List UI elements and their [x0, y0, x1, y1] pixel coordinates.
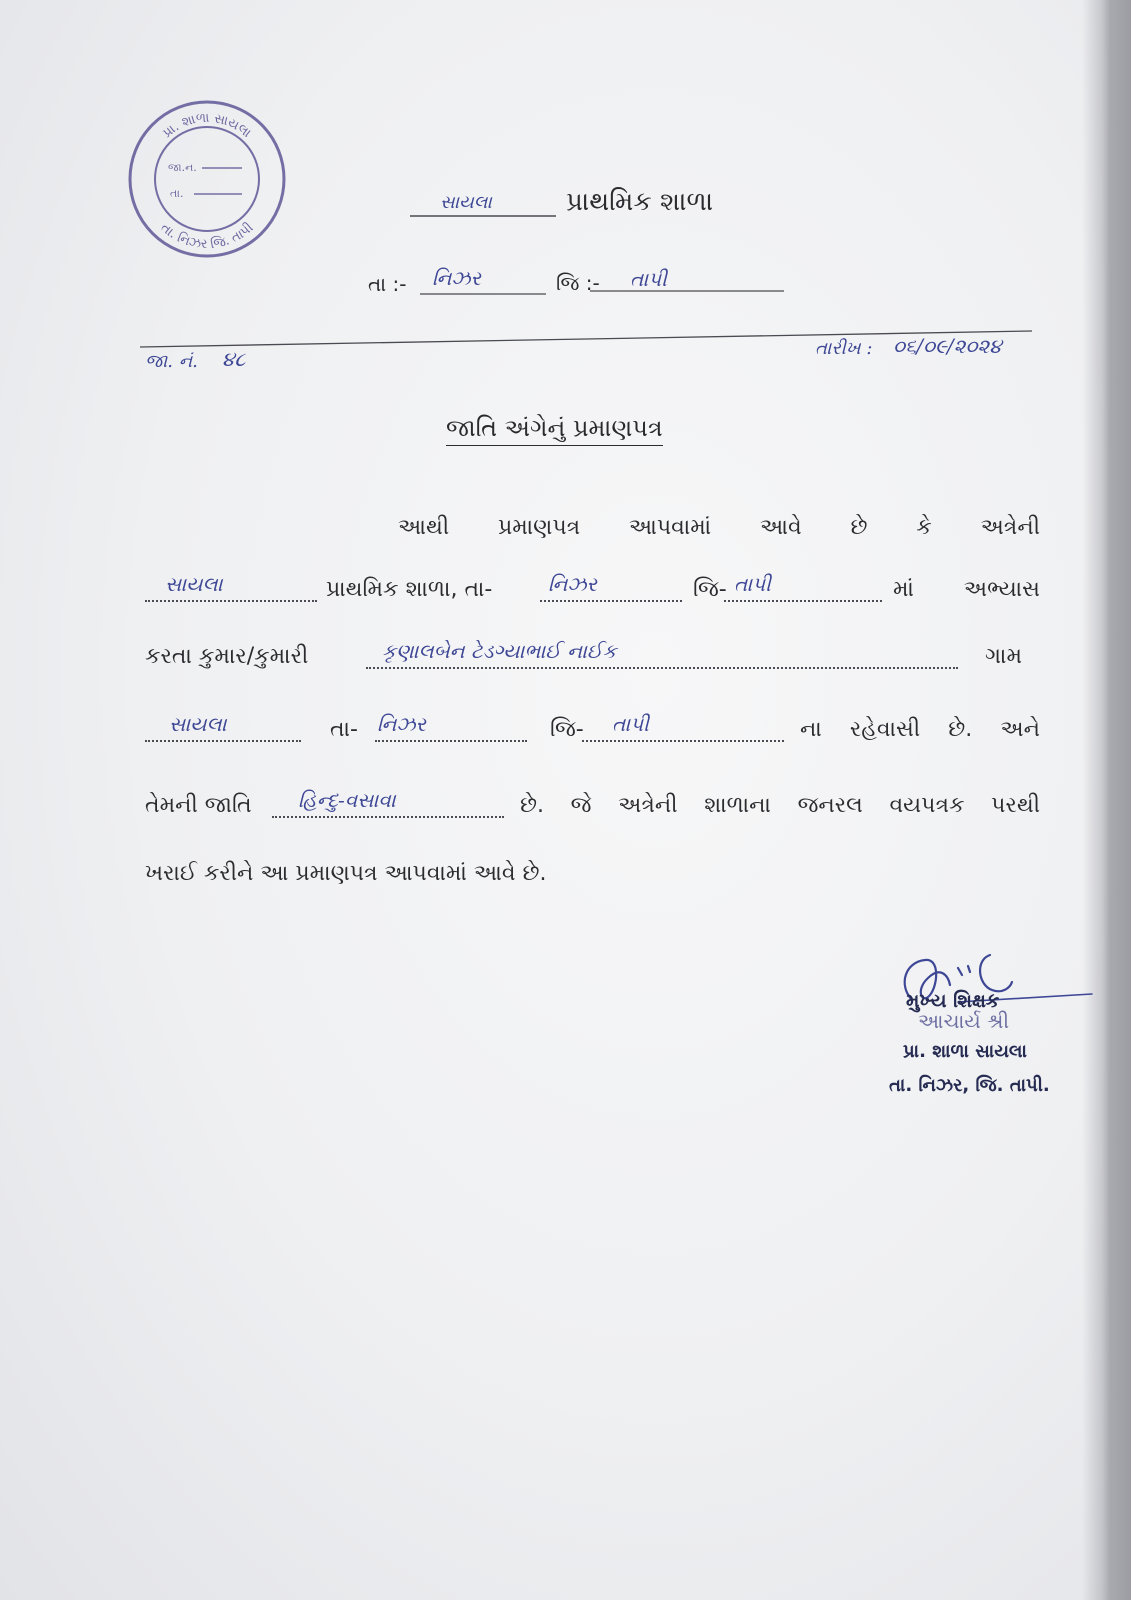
line5-text-caste-label: તેમની જાતિ	[145, 793, 252, 818]
outward-number-label: જા. નં.	[145, 351, 198, 372]
taluka-handwritten: નિઝર	[548, 572, 597, 596]
caste-handwritten: હિન્દુ-વસાવા	[298, 788, 396, 812]
line4-taluka-label: તા-	[330, 717, 358, 742]
caste-blank	[272, 786, 504, 818]
school-type-heading: પ્રાથમિક શાળા	[566, 187, 714, 217]
student-name-handwritten: કૃણાલબેન ટેડગ્યાભાઈ નાઈક	[382, 639, 617, 663]
line4-taluka-blank	[375, 710, 527, 742]
line4-district-blank	[582, 710, 784, 742]
district-label: જિ :-	[556, 271, 600, 295]
line4-district-label: જિ-	[550, 717, 584, 742]
school-name-handwritten: સાયલા	[440, 192, 492, 213]
signatory-school: પ્રા. શાળા સાયલા	[903, 1041, 1027, 1062]
district-handwritten: તાપી	[734, 572, 771, 596]
line4-text-resident: ના રહેવાસી છે. અને	[800, 717, 1040, 742]
line2-text-studying: માં અભ્યાસ	[893, 577, 1040, 602]
school-round-stamp	[124, 96, 290, 262]
taluka-blank	[540, 570, 682, 602]
line3-text-student-label: કરતા કુમાર/કુમારી	[145, 644, 309, 669]
stamp-top-text: પ્રા. શાળા સાયલા	[160, 110, 254, 142]
student-name-blank	[366, 637, 958, 669]
village-handwritten: સાયલા	[169, 712, 227, 736]
date-value: ૦૬/૦૯/૨૦૨૪	[893, 334, 1002, 358]
line4-taluka-handwritten: નિઝર	[377, 712, 426, 736]
stamp-row1-label: જા.ન.	[168, 161, 197, 174]
line2-district-label: જિ-	[693, 577, 727, 602]
taluka-handwritten: નિઝર	[432, 266, 481, 290]
district-blank	[724, 570, 882, 602]
signatory-address: તા. નિઝર, જિ. તાપી.	[889, 1075, 1050, 1096]
line2-text-school-taluka: પ્રાથમિક શાળા, તા-	[326, 577, 493, 602]
certificate-title: જાતિ અંગેનું પ્રમાણપત્ર	[446, 413, 663, 446]
body-line-1: આથી પ્રમાણપત્ર આપવામાં આવે છે કે અત્રેની	[398, 515, 1040, 540]
signatory-designation: મુખ્ય શિક્ષક	[906, 990, 1000, 1012]
date-label: તારીખ :	[815, 338, 873, 359]
stamp-row2-label: તા.	[170, 187, 184, 200]
line4-district-handwritten: તાપી	[612, 712, 649, 736]
line3-text-village-label: ગામ	[985, 644, 1022, 669]
body-line-6: ખરાઈ કરીને આ પ્રમાણપત્ર આપવામાં આવે છે.	[145, 861, 547, 886]
svg-text:પ્રા. શાળા સાયલા	[160, 111, 254, 141]
signatory-designation-alt: આચાર્ય શ્રી	[918, 1009, 1010, 1033]
taluka-label: તા :-	[368, 272, 407, 296]
school-blank	[145, 570, 317, 602]
school-handwritten: સાયલા	[165, 572, 223, 596]
line5-text-register: છે. જે અત્રેની શાળાના જનરલ વયપત્રક પરથી	[520, 793, 1040, 818]
stamp-inner-ring	[155, 127, 259, 231]
district-handwritten: તાપી	[630, 267, 667, 291]
outward-number: ૪૮	[222, 347, 246, 371]
village-blank	[145, 710, 301, 742]
stamp-bottom-text: તા. નિઝર જિ. તાપી	[157, 220, 257, 253]
